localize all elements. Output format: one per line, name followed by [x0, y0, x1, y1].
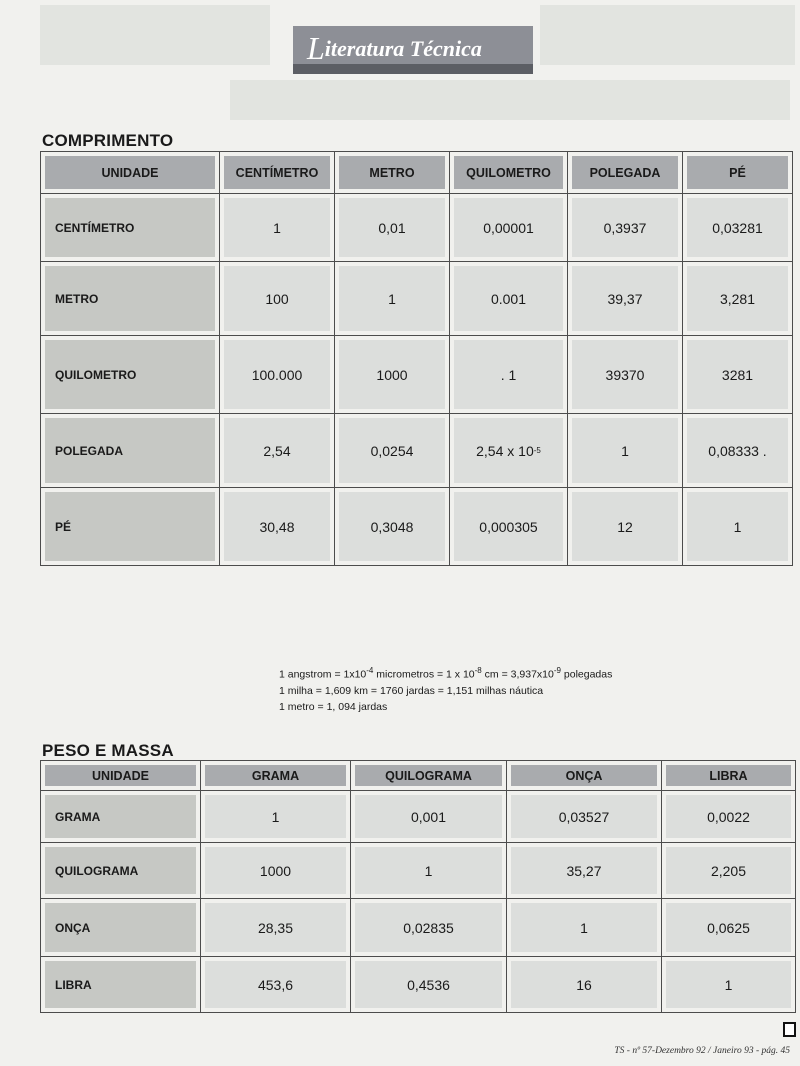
- col-header-metro: METRO: [335, 152, 450, 194]
- table-cell: 0,03281: [687, 198, 788, 257]
- col-header-polegada: POLEGADA: [568, 152, 683, 194]
- table-cell: 0,02835: [355, 903, 502, 952]
- table-cell: 1: [572, 418, 678, 483]
- comprimento-title: COMPRIMENTO: [42, 131, 174, 150]
- table-cell: 2,54: [224, 418, 330, 483]
- table-cell: 16: [511, 961, 657, 1008]
- table-cell: 1: [666, 961, 791, 1008]
- header-title: Literatura Técnica: [307, 30, 482, 66]
- table-cell: 0.001: [454, 266, 563, 331]
- table-cell: 1: [339, 266, 445, 331]
- table-cell: 0,00001: [454, 198, 563, 257]
- table-cell: 2,54 x 10 -5: [454, 418, 563, 483]
- row-label: QUILOMETRO: [45, 340, 215, 409]
- table-row: [41, 414, 793, 488]
- page-footer: TS - nº 57-Dezembro 92 / Janeiro 93 - pág. 45: [614, 1046, 790, 1056]
- table-cell: 0,3937: [572, 198, 678, 257]
- table-cell: 0,0625: [666, 903, 791, 952]
- table-cell: 0,001: [355, 795, 502, 838]
- exponent: -5: [533, 446, 541, 455]
- table-cell: 0,4536: [355, 961, 502, 1008]
- table-cell: 0,000305: [454, 492, 563, 561]
- table-cell: 3,281: [687, 266, 788, 331]
- table-cell: 28,35: [205, 903, 346, 952]
- col-header-grama: GRAMA: [201, 761, 351, 791]
- table-row: [41, 899, 796, 957]
- col-header-unidade: UNIDADE: [41, 152, 220, 194]
- table-cell: 453,6: [205, 961, 346, 1008]
- row-label: METRO: [45, 266, 215, 331]
- table-row: [41, 791, 796, 843]
- peso-massa-table: [40, 760, 796, 1013]
- col-header-onca: ONÇA: [507, 761, 662, 791]
- table-cell: 100.000: [224, 340, 330, 409]
- table-cell: . 1: [454, 340, 563, 409]
- col-header-pe: PÉ: [683, 152, 793, 194]
- row-label: LIBRA: [45, 961, 196, 1008]
- table-row: [41, 262, 793, 336]
- note-metro: 1 metro = 1, 094 jardas: [279, 700, 388, 713]
- col-header-unidade: UNIDADE: [41, 761, 201, 791]
- col-header-quilometro: QUILOMETRO: [450, 152, 568, 194]
- table-row: [41, 843, 796, 899]
- table-cell: 39,37: [572, 266, 678, 331]
- table-cell: 1: [355, 847, 502, 894]
- note-milha: 1 milha = 1,609 km = 1760 jardas = 1,151 milhas náutica: [279, 684, 544, 697]
- table-cell: 0,03527: [511, 795, 657, 838]
- table-cell: 39370: [572, 340, 678, 409]
- table-cell: 1: [511, 903, 657, 952]
- table-row: [41, 194, 793, 262]
- table-cell: 0,08333 .: [687, 418, 788, 483]
- table-cell: 1: [205, 795, 346, 838]
- table-cell: 3281: [687, 340, 788, 409]
- note-angstrom: 1 angstrom = $1x10^{-4}$ micrometros = 1 x $10^{-8}$ cm = $3,937x10^{-9}$ polegadas: [279, 666, 613, 681]
- row-label: QUILOGRAMA: [45, 847, 196, 894]
- end-of-article-icon: [783, 1022, 796, 1037]
- row-label: ONÇA: [45, 903, 196, 952]
- row-label: CENTÍMETRO: [45, 198, 215, 257]
- row-label: GRAMA: [45, 795, 196, 838]
- col-header-quilograma: QUILOGRAMA: [351, 761, 507, 791]
- comprimento-table: [40, 151, 793, 566]
- peso-massa-title: PESO E MASSA: [42, 741, 174, 760]
- table-cell: 1: [224, 198, 330, 257]
- table-cell: 2,205: [666, 847, 791, 894]
- table-cell: 12: [572, 492, 678, 561]
- table-cell: 1000: [205, 847, 346, 894]
- col-header-centimetro: CENTÍMETRO: [220, 152, 335, 194]
- table-cell: 0,3048: [339, 492, 445, 561]
- section-header: [293, 26, 533, 76]
- table-cell: 100: [224, 266, 330, 331]
- row-label: PÉ: [45, 492, 215, 561]
- conversion-notes: [279, 663, 612, 715]
- table-cell: 0,01: [339, 198, 445, 257]
- table-row: [41, 488, 793, 566]
- table-cell: 0,0022: [666, 795, 791, 838]
- table-cell: 0,0254: [339, 418, 445, 483]
- col-header-libra: LIBRA: [662, 761, 796, 791]
- table-cell: 30,48: [224, 492, 330, 561]
- table-cell: 1: [687, 492, 788, 561]
- table-cell: 1000: [339, 340, 445, 409]
- table-cell: 35,27: [511, 847, 657, 894]
- table-row: [41, 336, 793, 414]
- row-label: POLEGADA: [45, 418, 215, 483]
- table-row: [41, 957, 796, 1013]
